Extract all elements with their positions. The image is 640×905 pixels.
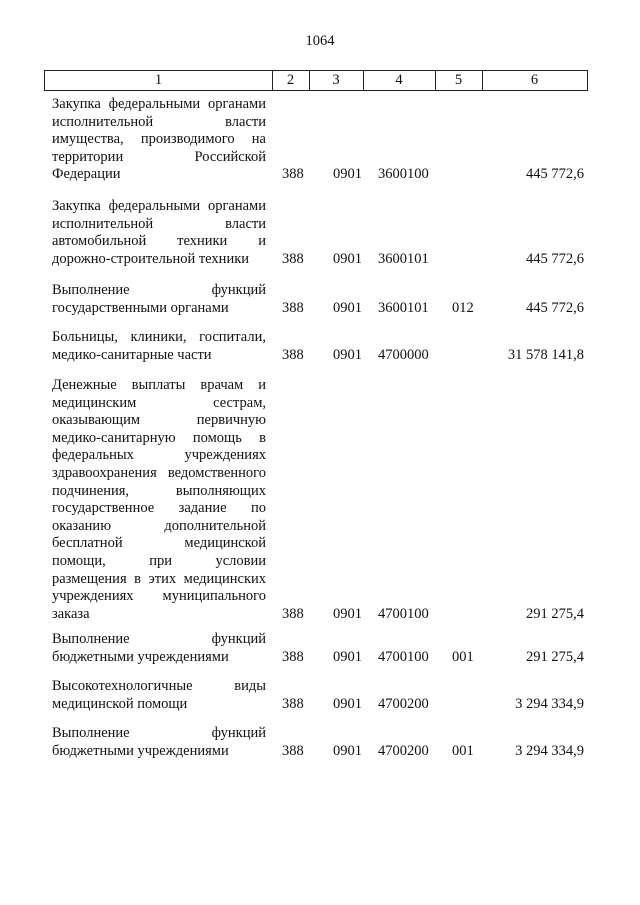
row-description bbox=[52, 725, 266, 760]
description-line: подчинения, выполняющих bbox=[52, 482, 266, 499]
description-line: исполнительной власти bbox=[52, 215, 266, 232]
cell-col-3: 0901 bbox=[333, 299, 362, 316]
cell-col-2: 388 bbox=[282, 166, 304, 183]
cell-col-5: 012 bbox=[452, 299, 474, 316]
cell-col-6: 445 772,6 bbox=[526, 250, 584, 267]
description-line: автомобильной техники и bbox=[52, 233, 266, 250]
cell-col-4: 3600101 bbox=[378, 299, 429, 316]
table-header bbox=[44, 70, 588, 91]
description-line: федеральных учреждениях bbox=[52, 447, 266, 464]
description-line: здравоохранения ведомственного bbox=[52, 464, 266, 481]
cell-col-4: 4700200 bbox=[378, 695, 429, 712]
cell-col-4: 4700100 bbox=[378, 648, 429, 665]
cell-col-2: 388 bbox=[282, 346, 304, 363]
cell-col-4: 4700200 bbox=[378, 742, 429, 759]
description-line: Выполнение функций bbox=[52, 725, 266, 741]
description-line: Выполнение функций bbox=[52, 631, 266, 647]
description-line: бюджетными учреждениями bbox=[52, 648, 229, 665]
cell-col-3: 0901 bbox=[333, 742, 362, 759]
row-description bbox=[52, 678, 266, 713]
description-line: Федерации bbox=[52, 166, 121, 183]
cell-col-2: 388 bbox=[282, 250, 304, 267]
cell-col-3: 0901 bbox=[333, 648, 362, 665]
cell-col-3: 0901 bbox=[333, 346, 362, 363]
description-line: государственное задание по bbox=[52, 500, 266, 517]
description-line: дорожно-строительной техники bbox=[52, 250, 250, 267]
cell-col-4: 4700100 bbox=[378, 605, 429, 622]
description-line: оказанию дополнительной bbox=[52, 517, 266, 534]
cell-col-6: 291 275,4 bbox=[526, 605, 584, 622]
description-line: бесплатной медицинской bbox=[52, 535, 266, 552]
description-line: медицинской помощи bbox=[52, 695, 188, 712]
description-line: оказывающим первичную bbox=[52, 412, 266, 429]
row-description bbox=[52, 198, 266, 268]
cell-col-3: 0901 bbox=[333, 250, 362, 267]
cell-col-6: 3 294 334,9 bbox=[515, 742, 584, 759]
description-line: имущества, производимого на bbox=[52, 131, 266, 148]
cell-col-3: 0901 bbox=[333, 166, 362, 183]
cell-col-2: 388 bbox=[282, 695, 304, 712]
header-col-2: 2 bbox=[272, 71, 310, 90]
description-line: медицинским сестрам, bbox=[52, 394, 266, 411]
cell-col-4: 3600100 bbox=[378, 166, 429, 183]
header-col-6: 6 bbox=[530, 72, 539, 88]
description-line: Больницы, клиники, госпитали, bbox=[52, 329, 266, 345]
cell-col-3: 0901 bbox=[333, 605, 362, 622]
row-description bbox=[52, 96, 266, 184]
page-number: 1064 bbox=[305, 33, 335, 49]
header-col-1: 1 bbox=[45, 71, 273, 90]
header-col-3: 3 bbox=[309, 71, 364, 90]
description-line: медико-санитарную помощь в bbox=[52, 429, 266, 446]
description-line: территории Российской bbox=[52, 148, 266, 165]
description-line: Выполнение функций bbox=[52, 282, 266, 298]
description-line: медико-санитарные части bbox=[52, 346, 212, 363]
cell-col-3: 0901 bbox=[333, 695, 362, 712]
cell-col-6: 445 772,6 bbox=[526, 166, 584, 183]
cell-col-2: 388 bbox=[282, 605, 304, 622]
description-line: помощи, при условии bbox=[52, 552, 266, 569]
cell-col-4: 4700000 bbox=[378, 346, 429, 363]
description-line: бюджетными учреждениями bbox=[52, 742, 229, 759]
cell-col-2: 388 bbox=[282, 299, 304, 316]
cell-col-4: 3600101 bbox=[378, 250, 429, 267]
cell-col-6: 3 294 334,9 bbox=[515, 695, 584, 712]
description-line: Закупка федеральными органами bbox=[52, 198, 266, 214]
header-col-4: 4 bbox=[363, 71, 436, 90]
description-line: учреждениях муниципального bbox=[52, 588, 266, 605]
cell-col-6: 291 275,4 bbox=[526, 648, 584, 665]
row-description bbox=[52, 282, 266, 317]
description-line: заказа bbox=[52, 605, 90, 622]
description-line: Денежные выплаты врачам и bbox=[52, 377, 266, 393]
row-description bbox=[52, 377, 266, 623]
cell-col-2: 388 bbox=[282, 648, 304, 665]
description-line: исполнительной власти bbox=[52, 113, 266, 130]
cell-col-5: 001 bbox=[452, 648, 474, 665]
row-description bbox=[52, 631, 266, 666]
cell-col-6: 445 772,6 bbox=[526, 299, 584, 316]
header-col-5: 5 bbox=[435, 71, 483, 90]
description-line: государственными органами bbox=[52, 299, 229, 316]
description-line: Закупка федеральными органами bbox=[52, 96, 266, 112]
description-line: размещения в этих медицинских bbox=[52, 570, 266, 587]
cell-col-5: 001 bbox=[452, 742, 474, 759]
cell-col-6: 31 578 141,8 bbox=[507, 346, 584, 363]
row-description bbox=[52, 329, 266, 364]
cell-col-2: 388 bbox=[282, 742, 304, 759]
description-line: Высокотехнологичные виды bbox=[52, 678, 266, 694]
